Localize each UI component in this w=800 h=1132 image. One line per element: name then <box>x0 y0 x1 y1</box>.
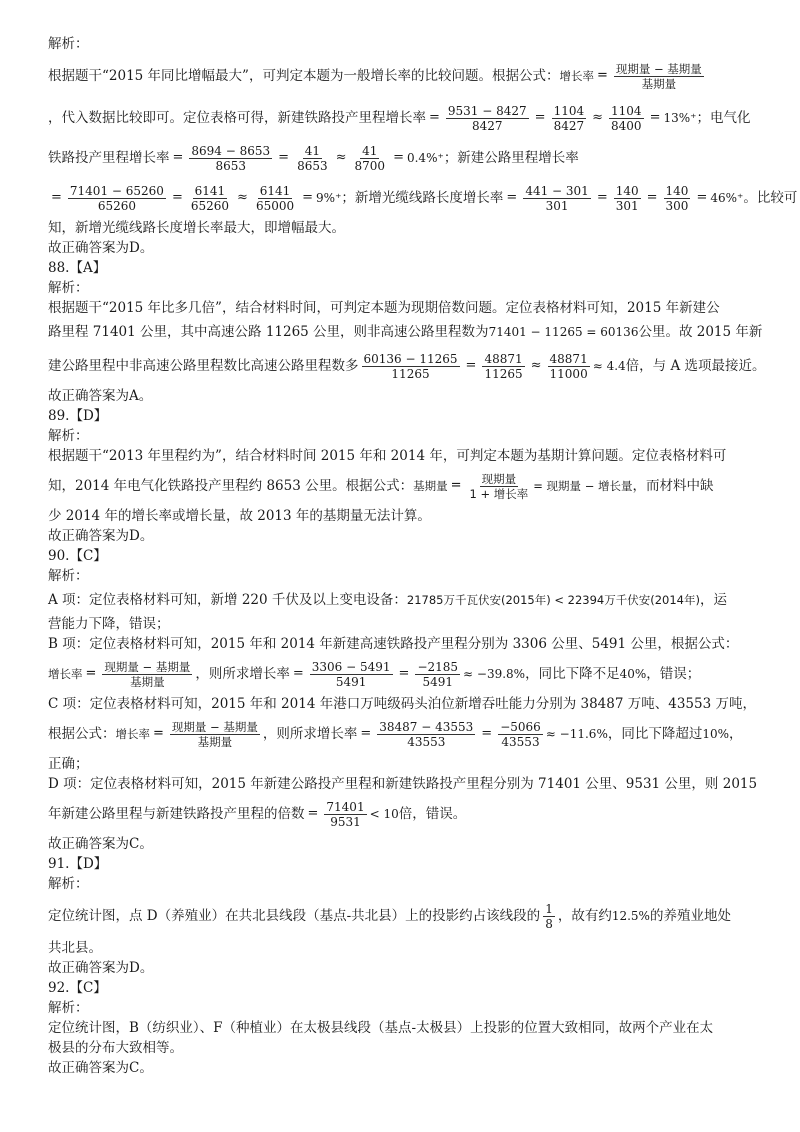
paragraph-line: 共北县。 <box>48 940 102 956</box>
fraction: $\frac{9531 - 8427}{8427}$ <box>447 103 527 133</box>
text: ，同比下降不足 <box>525 666 620 682</box>
text: 倍，与 A 选项最接近。 <box>625 358 766 374</box>
answer-line: 故正确答案为C。 <box>48 1060 153 1076</box>
text: ；电气化 <box>696 110 751 126</box>
analysis-label: 解析： <box>48 876 89 892</box>
result: 9%⁺ <box>316 191 342 205</box>
formula-denominator: 基期量 <box>641 76 677 91</box>
paragraph-line: 建公路里程中非高速公路里程数比高速公路里程数多 $\frac{60136 - 11265}{11265}$ = $\frac{48871}{11265}$ ≈ $\frac{48871}{11000}$ ≈ 4.4 倍，与 A 选项最接近。 <box>48 351 766 381</box>
result: 13%⁺ <box>663 111 697 125</box>
text: ，则所求增长率 <box>195 666 290 682</box>
formula-numerator: 现期量 − 基期量 <box>615 61 702 76</box>
text: 建公路里程中非高速公路里程数比高速公路里程数多 <box>48 358 359 374</box>
fraction: $\frac{1104}{8427}$ <box>553 103 585 133</box>
question-number: 89.【D】 <box>48 408 108 424</box>
paragraph-line: 定位统计图，B（纺织业）、F（种植业）在太极县线段（基点-太极县）上投影的位置大致相同，故两个产业在太 <box>48 1020 714 1036</box>
question-number: 91.【D】 <box>48 856 108 872</box>
text: 。比较可 <box>743 190 798 206</box>
question-number: 92.【C】 <box>48 980 107 996</box>
analysis-label: 解析： <box>48 568 89 584</box>
fraction: $\frac{41}{8700}$ <box>354 143 386 173</box>
answer-explanation-page <box>48 34 798 1078</box>
analysis-label: 解析： <box>48 428 89 444</box>
text: 的养殖业地处 <box>649 908 731 924</box>
paragraph-line <box>48 318 768 346</box>
fraction: $\frac{-2185}{5491}$ <box>417 659 459 689</box>
text: ，则所求增长率 <box>262 726 358 742</box>
analysis-label: 解析： <box>48 1000 89 1016</box>
paragraph-line: 知，新增光缆线路长度增长率最大，即增幅最大。 <box>48 220 345 236</box>
paragraph-line: 铁路投产里程增长率 = $\frac{8694 - 8653}{8653}$ = $\frac{41}{8653}$ ≈ $\frac{41}{8700}$ = 0.4%⁺ ；新建公路里程增长率 <box>48 143 579 173</box>
fraction: $\frac{6141}{65000}$ <box>255 183 295 213</box>
fraction: $\frac{60136 - 11265}{11265}$ <box>363 351 458 381</box>
fraction: $\frac{48871}{11265}$ <box>484 351 523 381</box>
text: ；新增光缆线路长度增长率 <box>341 190 504 206</box>
result: ≈ 4.4 <box>592 359 626 373</box>
formula-lhs: 增长率 <box>559 69 594 83</box>
paragraph-line <box>48 894 768 938</box>
question-number: 90.【C】 <box>48 548 107 564</box>
paragraph-line: 根据题干“2015 年比多几倍”，结合材料时间，可判定本题为现期倍数问题。定位表格材料可知，2015 年新建公 <box>48 300 720 316</box>
fraction: $\frac{1}{8}$ <box>545 901 553 931</box>
percent: 12.5% <box>611 909 650 923</box>
formula-lhs: 基期量 <box>413 479 448 493</box>
fraction: $\frac{8694 - 8653}{8653}$ <box>191 143 271 173</box>
text: 倍，错误。 <box>398 806 467 822</box>
paragraph-line: 根据公式： 增长率 = $\frac{\text{现期量 − 基期量}}{\text{基期量}}$ ，则所求增长率 = $\frac{38487 - 43553}{43553}$ = $\frac{-5066}{43553}$ ≈ −11.6% ，同比下降超过 10% ， <box>48 719 743 749</box>
answer-line: 故正确答案为A。 <box>48 388 153 404</box>
paragraph-line: = $\frac{71401 - 65260}{65260}$ = $\frac{6141}{65260}$ ≈ $\frac{6141}{65000}$ = 9%⁺ ；新增光缆线路长度增长率 = $\frac{441 - 301}{301}$ = $\frac{140}{301}$ = $\frac{140}{300}$ = 46%⁺ 。比较可 <box>51 183 798 213</box>
formula-base-period: 基期量 = $\frac{\text{现期量}}{\text{1 + 增长率}}$ = 现期量 − 增长量 <box>413 471 633 501</box>
formula-rhs: = 现期量 − 增长量 <box>533 479 633 493</box>
fraction: $\frac{71401 - 65260}{65260}$ <box>69 183 164 213</box>
text: 公里。故 2015 年新 <box>638 324 763 340</box>
paragraph-line: 极县的分布大致相等。 <box>48 1040 183 1056</box>
analysis-label: 解析： <box>48 280 89 296</box>
fraction: $\frac{-5066}{43553}$ <box>500 719 541 749</box>
text: ；新建公路里程增长率 <box>443 150 579 166</box>
text: ，故有约 <box>557 908 612 924</box>
fraction: $\frac{6141}{65260}$ <box>190 183 230 213</box>
answer-line: 故正确答案为C。 <box>48 836 153 852</box>
fraction: $\frac{71401}{9531}$ <box>326 799 365 829</box>
answer-line: 故正确答案为D。 <box>48 960 154 976</box>
result: 0.4%⁺ <box>406 151 444 165</box>
fraction: $\frac{441 - 301}{301}$ <box>525 183 589 213</box>
paragraph-line: C 项：定位表格材料可知，2015 年和 2014 年港口万吨级码头泊位新增吞吐能力分别为 38487 万吨、43553 万吨， <box>48 696 756 712</box>
analysis-label: 解析： <box>48 36 89 52</box>
paragraph-line: 正确； <box>48 756 89 772</box>
fraction: $\frac{1104}{8400}$ <box>611 103 642 133</box>
paragraph-line: 少 2014 年的增长率或增长量，故 2013 年的基期量无法计算。 <box>48 508 431 524</box>
text: ，而材料中缺 <box>632 478 714 494</box>
equation: 71401 − 11265 = 60136 <box>488 325 639 339</box>
formula-growth-rate: 增长率 = $\frac{\text{现期量 − 基期量}}{\text{基期量}}$ <box>48 659 191 689</box>
fraction: $\frac{140}{300}$ <box>665 183 689 213</box>
text: ，同比下降超过 <box>607 726 703 742</box>
paragraph-line: 营能力下降，错误； <box>48 616 170 632</box>
paragraph-line: 根据题干“2013 年里程约为”，结合材料时间 2015 年和 2014 年，可判定本题为基期计算问题。定位表格材料可 <box>48 448 727 464</box>
paragraph-line: 年新建公路里程与新建铁路投产里程的倍数 = $\frac{71401}{9531}$ < 10 倍，错误。 <box>48 799 467 829</box>
formula-growth-rate: 增长率 = $\frac{\text{现期量 − 基期量}}{\text{基期量}}$ <box>115 719 258 749</box>
answer-line: 故正确答案为D。 <box>48 528 154 544</box>
paragraph-line <box>48 586 768 614</box>
fraction: $\frac{41}{8653}$ <box>297 143 328 173</box>
paragraph-line: B 项：定位表格材料可知，2015 年和 2014 年新建高速铁路投产里程分别为 3306 公里、5491 公里，根据公式： <box>48 636 739 652</box>
comparison: 21785万千瓦伏安(2015年) < 22394万千伏安(2014年) <box>406 593 700 607</box>
text: 年新建公路里程与新建铁路投产里程的倍数 <box>48 806 305 822</box>
result: < 10 <box>369 807 399 821</box>
paragraph-line <box>48 466 768 506</box>
fraction: $\frac{38487 - 43553}{43553}$ <box>379 719 474 749</box>
formula-numerator: 现期量 <box>481 471 517 486</box>
result: ≈ −11.6% <box>545 727 608 741</box>
paragraph-line: 增长率 = $\frac{\text{现期量 − 基期量}}{\text{基期量}}$ ，则所求增长率 = $\frac{3306 - 5491}{5491}$ = $\frac{-2185}{5491}$ ≈ −39.8% ，同比下降不足 40% ，错误； <box>48 659 701 689</box>
text: ，错误； <box>646 666 701 682</box>
result: ≈ −39.8% <box>463 667 526 681</box>
answer-line: 故正确答案为D。 <box>48 240 154 256</box>
paragraph-line: D 项：定位表格材料可知，2015 年新建公路投产里程和新建铁路投产里程分别为 71401 公里、9531 公里，则 2015 <box>48 776 758 792</box>
text: ，代入数据比较即可。定位表格可得，新建铁路投产里程增长率 <box>48 110 426 126</box>
text: A 项：定位表格材料可知，新增 220 千伏及以上变电设备： <box>48 592 407 608</box>
text: 知，2014 年电气化铁路投产里程约 8653 公里。根据公式： <box>48 478 414 494</box>
percent: 40% <box>619 667 647 681</box>
text: ，运 <box>699 592 727 608</box>
text: ， <box>729 726 743 742</box>
percent: 10% <box>702 727 730 741</box>
text: 铁路投产里程增长率 <box>48 150 170 166</box>
question-number: 88.【A】 <box>48 260 107 276</box>
fraction: $\frac{48871}{11000}$ <box>549 351 588 381</box>
result: 46%⁺ <box>710 191 744 205</box>
paragraph-line: ，代入数据比较即可。定位表格可得，新建铁路投产里程增长率 = $\frac{9531 - 8427}{8427}$ = $\frac{1104}{8427}$ ≈ $\frac{1104}{8400}$ = 13%⁺ ；电气化 <box>48 103 751 133</box>
text: 根据题干“2015 年同比增幅最大”，可判定本题为一般增长率的比较问题。根据公式： <box>48 68 560 84</box>
formula-growth-rate: 增长率 = $\frac{\text{现期量 − 基期量}}{\text{基期量}}$ <box>559 61 702 91</box>
formula-denominator: 1 + 增长率 <box>469 486 529 501</box>
text: 定位统计图，点 D（养殖业）在共北县线段（基点-共北县）上的投影约占该线段的 <box>48 908 541 924</box>
paragraph-line <box>48 54 768 98</box>
fraction: $\frac{3306 - 5491}{5491}$ <box>311 659 391 689</box>
text: 路里程 71401 公里，其中高速公路 11265 公里，则非高速公路里程数为 <box>48 324 489 340</box>
fraction: $\frac{140}{301}$ <box>615 183 639 213</box>
text: 根据公式： <box>48 726 116 742</box>
